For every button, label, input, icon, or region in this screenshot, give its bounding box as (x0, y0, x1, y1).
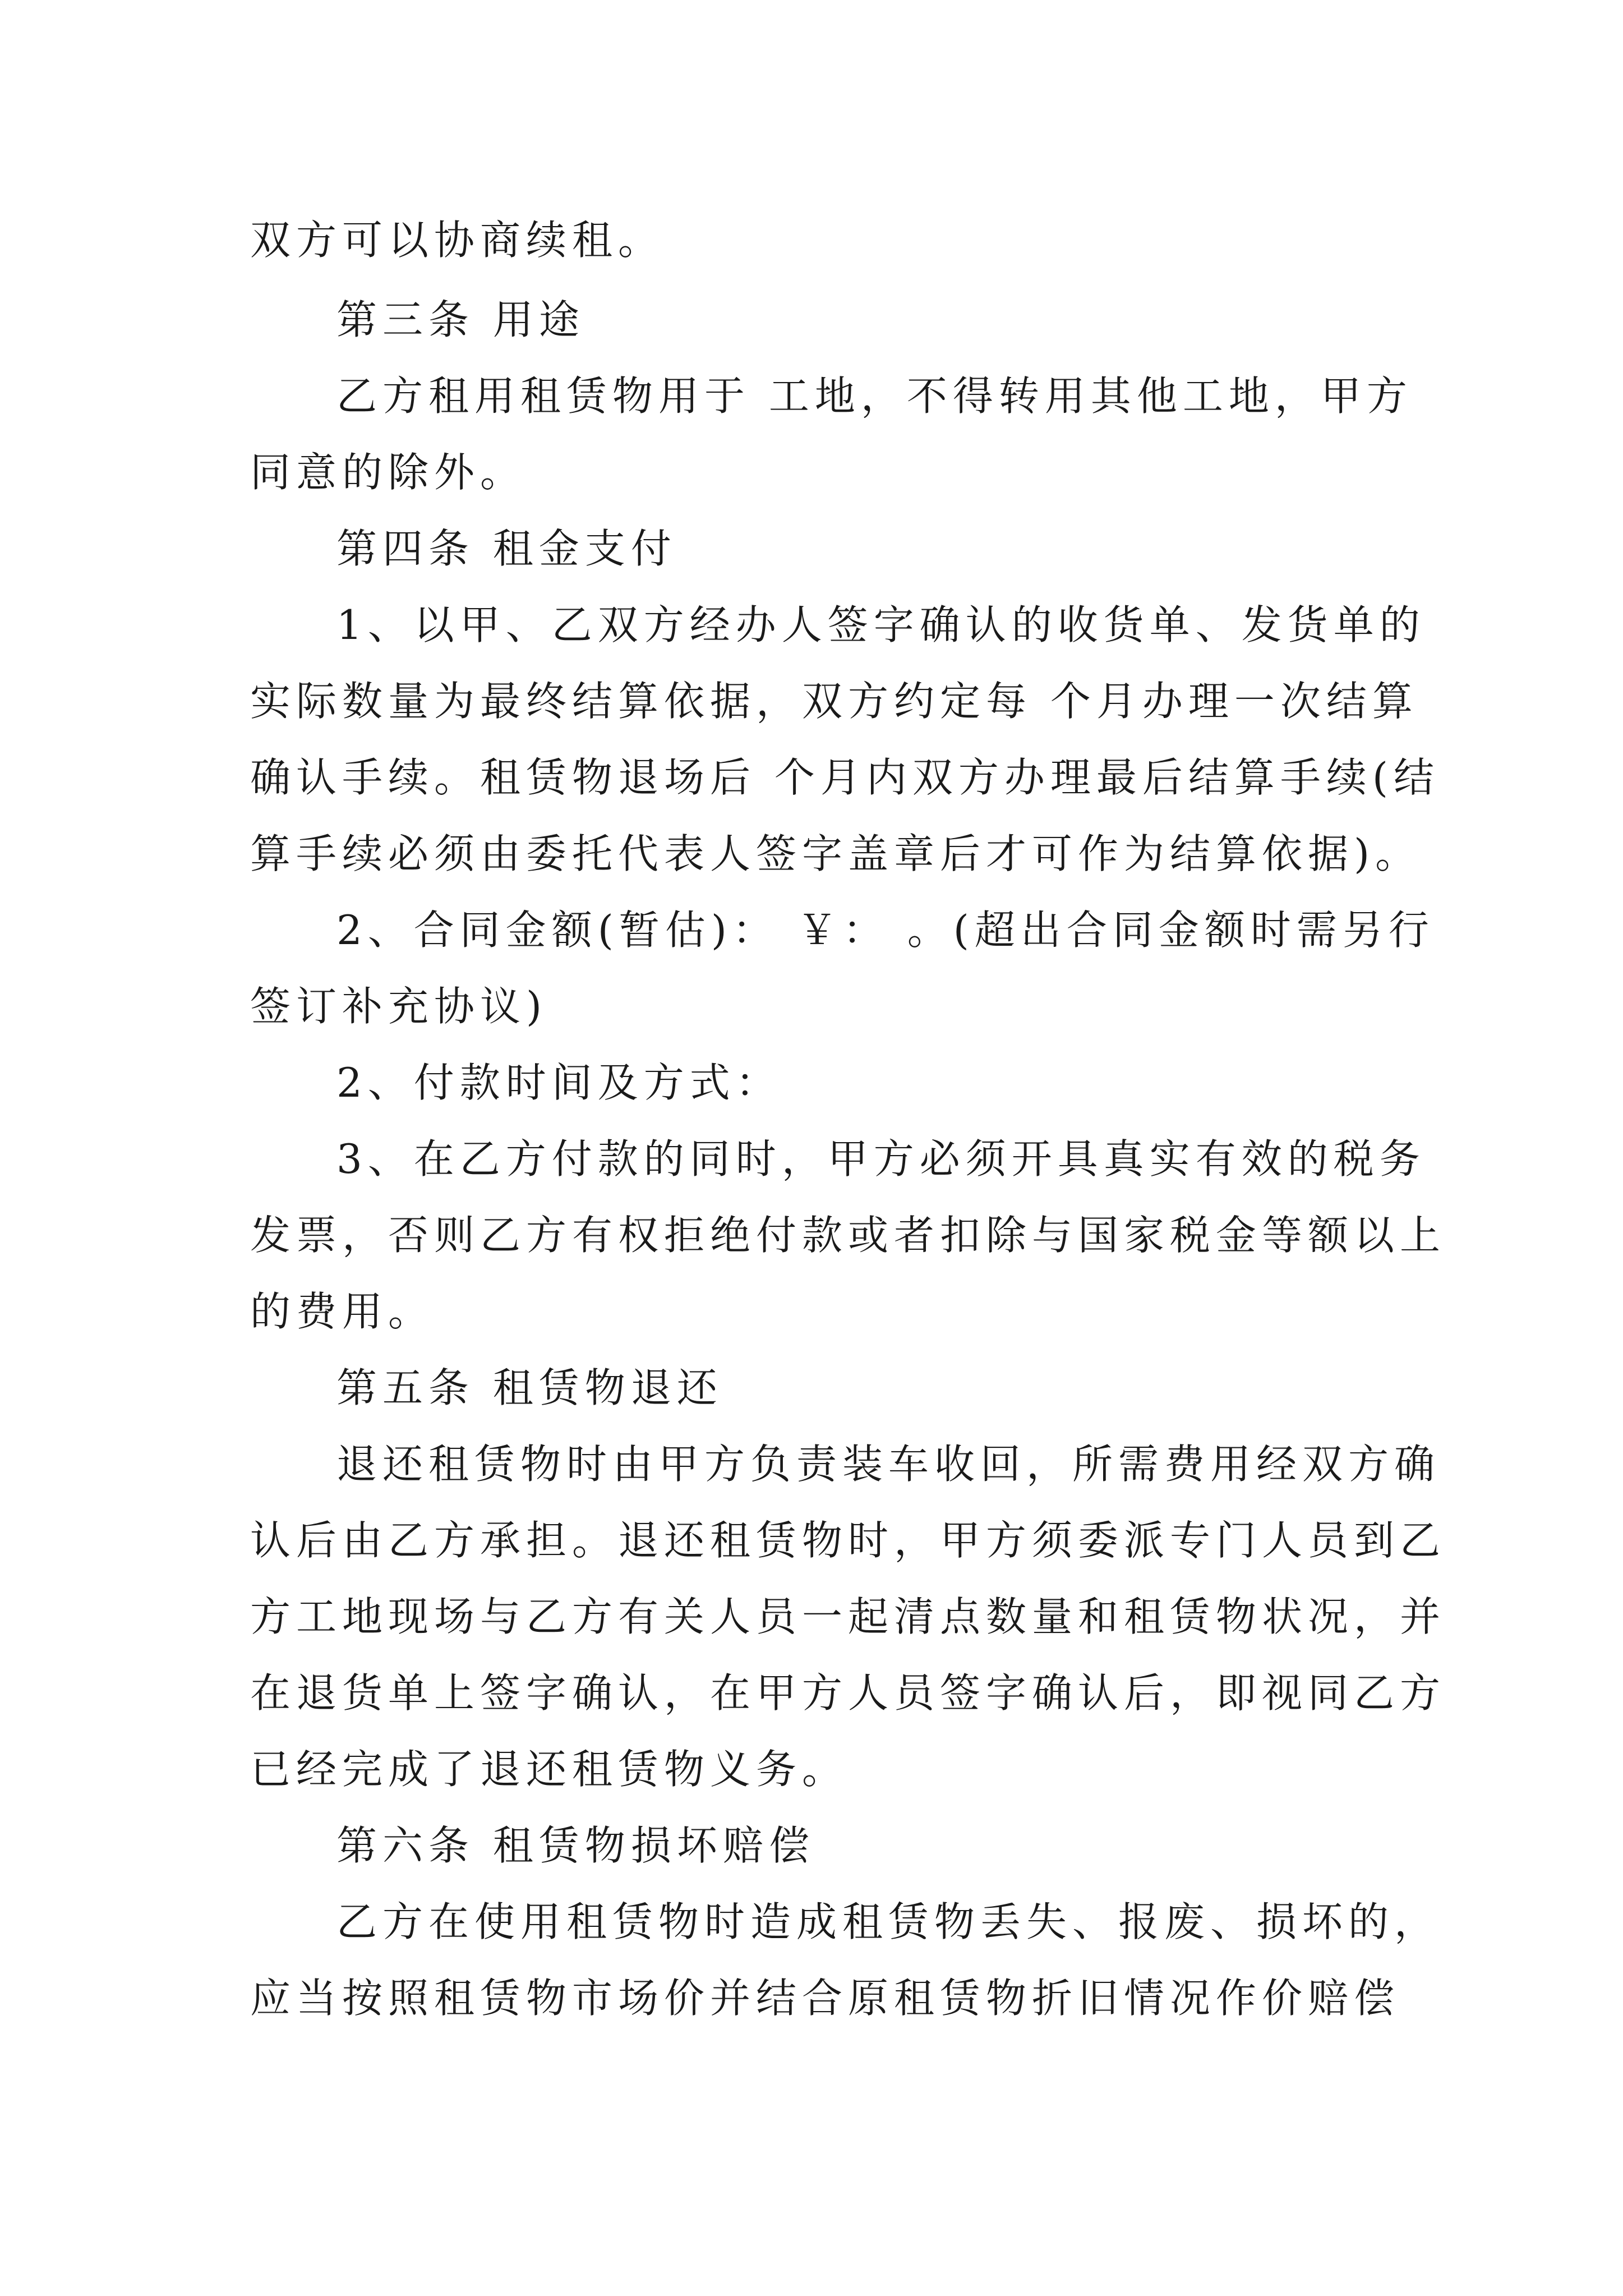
paragraph-line: 认后由乙方承担。退还租赁物时，甲方须委派专门人员到乙 (250, 1517, 1446, 1564)
paragraph-line: 3、在乙方付款的同时，甲方必须开具真实有效的税务 (336, 1135, 1426, 1182)
paragraph-line: 已经完成了退还租赁物义务。 (250, 1746, 849, 1793)
paragraph-line: 确认手续。租赁物退场后 个月内双方办理最后结算手续(结 (250, 754, 1440, 801)
paragraph-line: 2、合同金额(暂估)： ￥： 。(超出合同金额时需另行 (336, 907, 1435, 954)
paragraph-line: 方工地现场与乙方有关人员一起清点数量和租赁物状况，并 (250, 1593, 1446, 1640)
paragraph-line: 应当按照租赁物市场价并结合原租赁物折旧情况作价赔偿 (250, 1975, 1400, 2022)
paragraph-line: 乙方租用租赁物用于 工地，不得转用其他工地，甲方 (336, 372, 1413, 420)
section-heading: 第三条 用途 (336, 296, 585, 343)
section-heading: 第六条 租赁物损坏赔偿 (336, 1822, 815, 1869)
paragraph-line: 乙方在使用租赁物时造成租赁物丢失、报废、损坏的， (336, 1898, 1441, 1945)
paragraph-line: 在退货单上签字确认，在甲方人员签字确认后，即视同乙方 (250, 1669, 1446, 1717)
section-heading: 第五条 租赁物退还 (336, 1364, 723, 1411)
paragraph-line: 同意的除外。 (250, 449, 527, 496)
paragraph-line: 双方可以协商续租。 (250, 217, 665, 264)
paragraph-line: 1、以甲、乙双方经办人签字确认的收货单、发货单的 (336, 601, 1426, 648)
paragraph-line: 实际数量为最终结算依据，双方约定每 个月办理一次结算 (250, 678, 1418, 725)
paragraph-line: 签订补充协议) (250, 983, 548, 1030)
paragraph-line: 退还租赁物时由甲方负责装车收回，所需费用经双方确 (336, 1441, 1441, 1488)
paragraph-line: 的费用。 (250, 1288, 435, 1335)
section-heading: 第四条 租金支付 (336, 525, 677, 572)
paragraph-line: 发票，否则乙方有权拒绝付款或者扣除与国家税金等额以上 (250, 1212, 1446, 1259)
paragraph-line: 算手续必须由委托代表人签字盖章后才可作为结算依据)。 (250, 830, 1422, 877)
paragraph-line: 2、付款时间及方式： (336, 1059, 782, 1106)
